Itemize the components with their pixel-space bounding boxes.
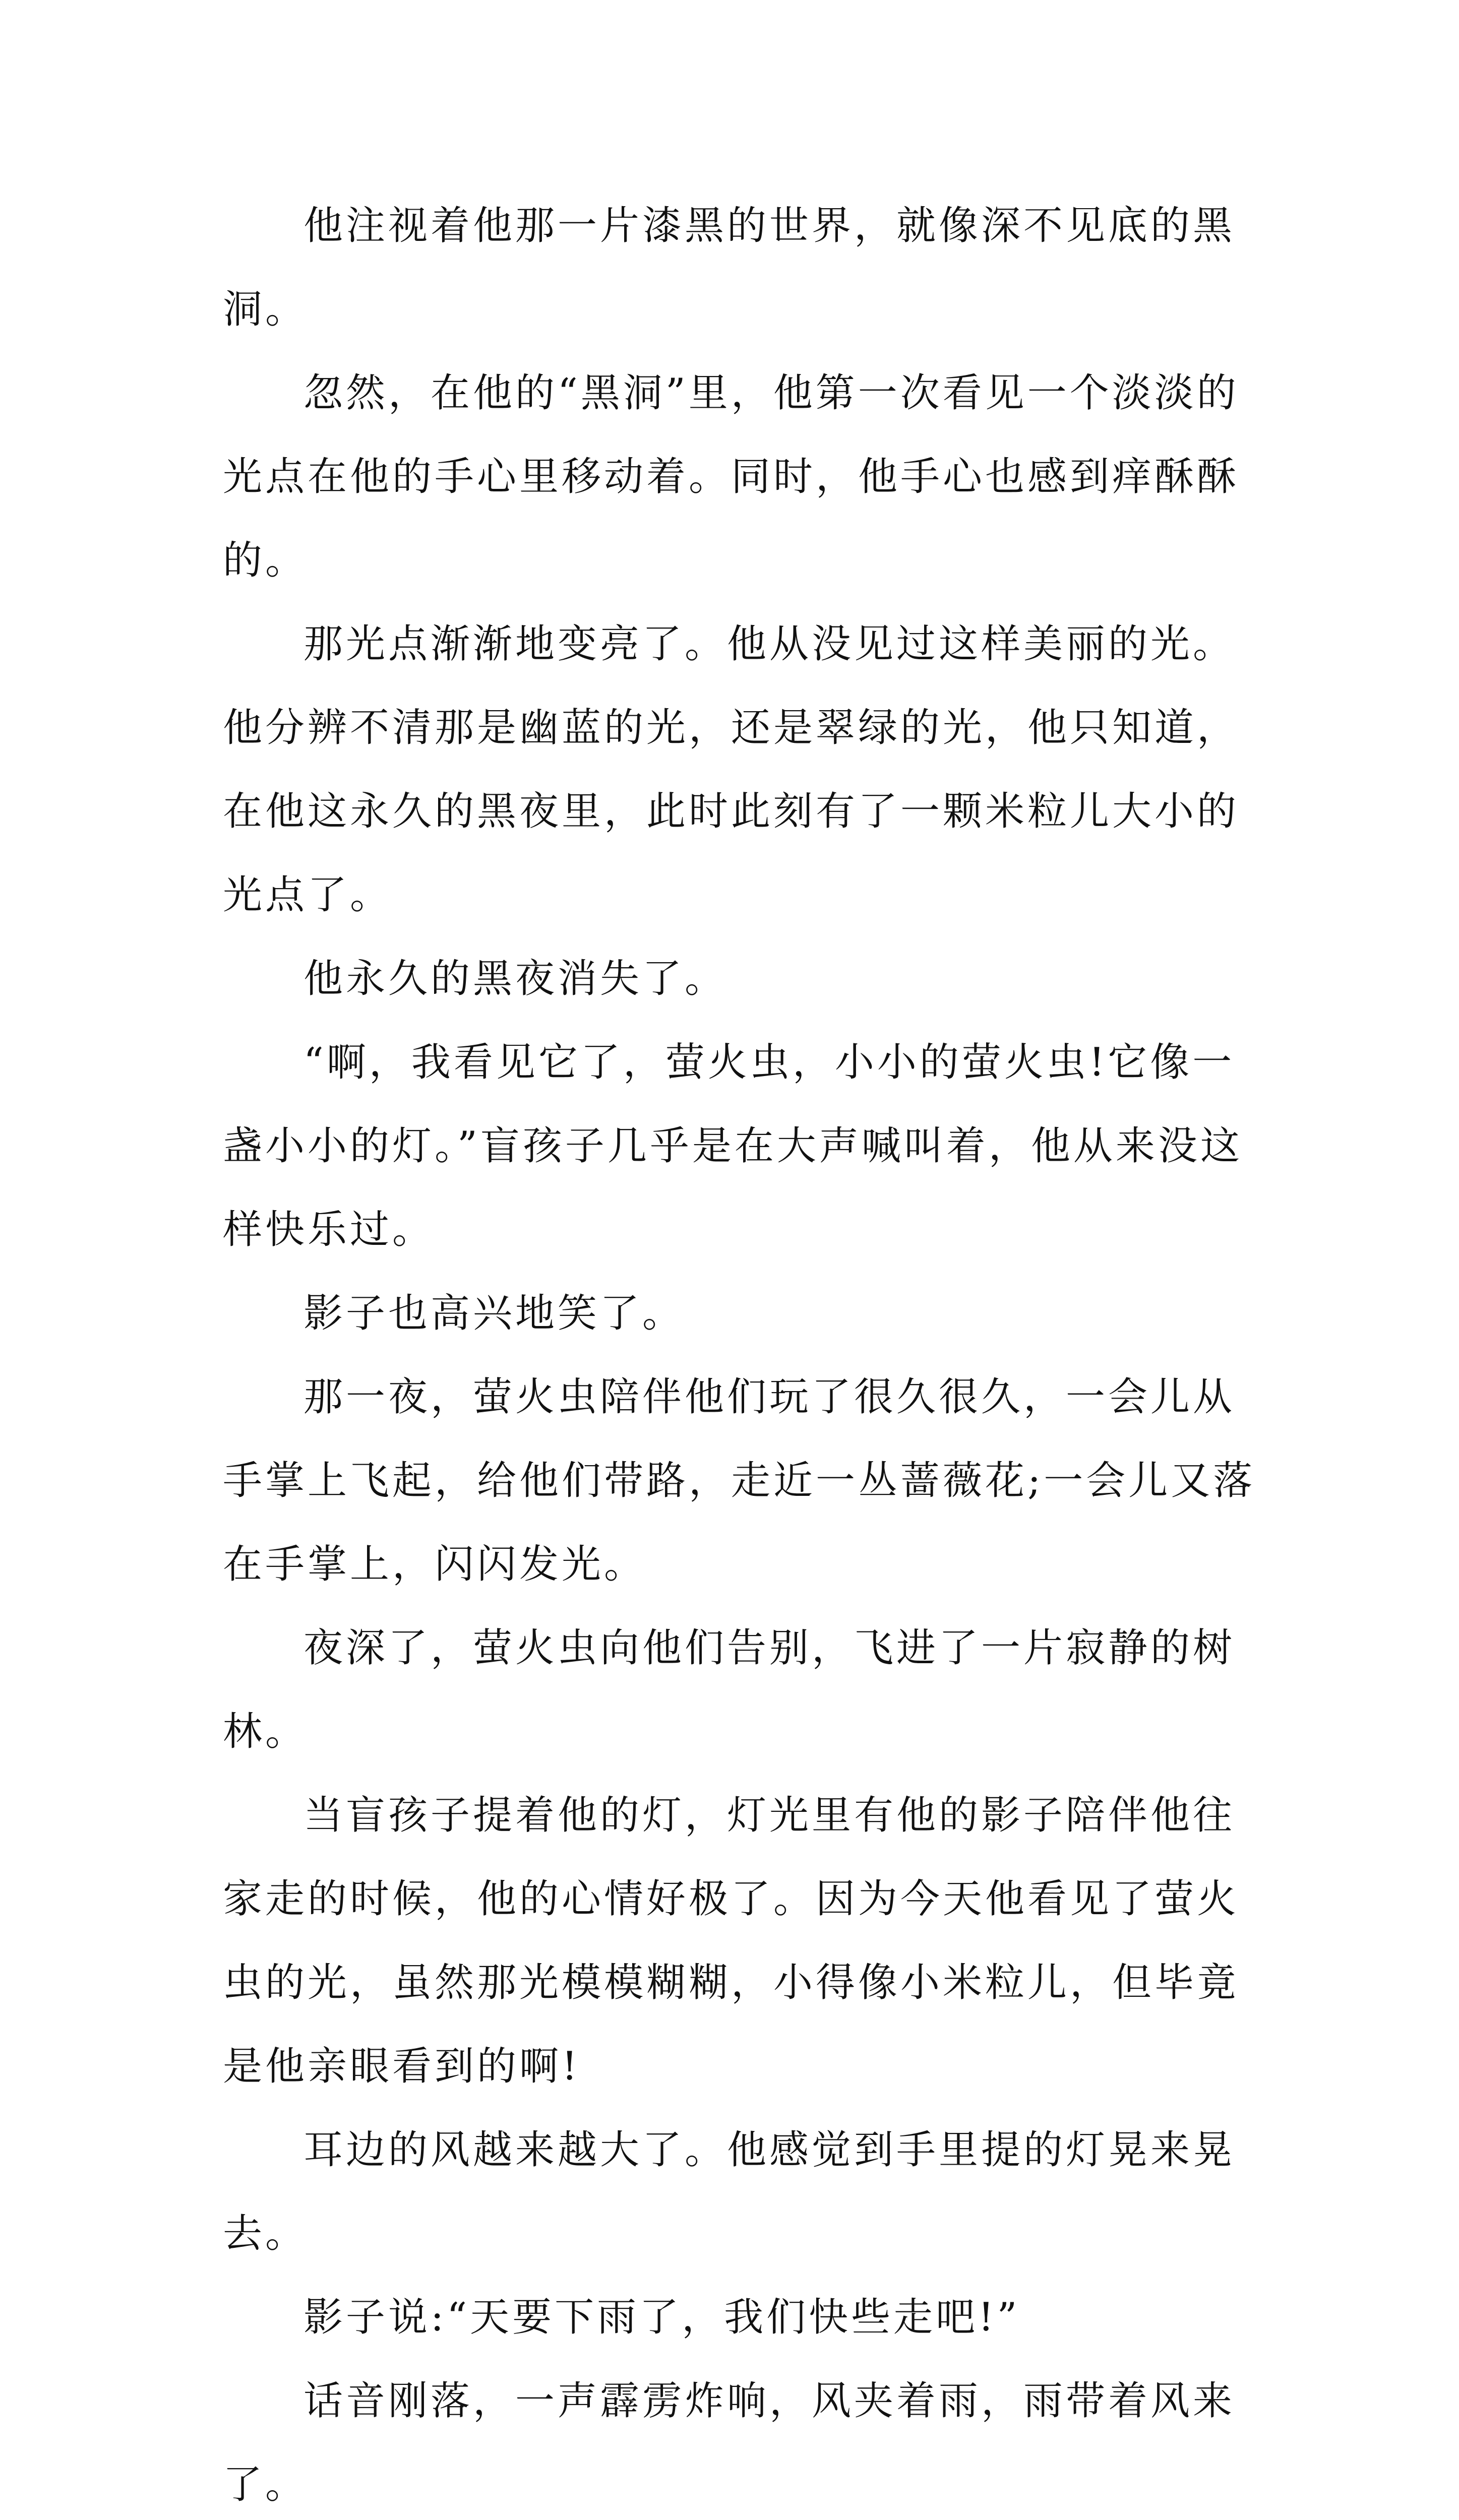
paragraph-8: 夜深了，萤火虫向他们告别，飞进了一片寂静的树林。 [223, 1625, 1236, 1754]
story-text [223, 184, 1271, 2520]
paragraph-6: 影子也高兴地笑了。 [303, 1291, 685, 1336]
paragraph-9: 当盲孩子提着他的灯，灯光里有他的影子陪伴他往家走的时候，他的心情好极了。因为今天他看见了萤火虫的光，虽然那光模模糊糊，小得像小米粒儿，但毕竟是他亲眼看到的啊! [223, 1793, 1240, 2089]
paragraph-11: 影子说:“天要下雨了，我们快些走吧!” [303, 2295, 1020, 2340]
paragraph-1: 他注视着他那一片漆黑的世界，就像深不见底的黑洞。 [223, 203, 1236, 332]
paragraph-4: 他永久的黑夜消失了。 [303, 956, 727, 1001]
paragraph-12: 话音刚落，一声霹雳炸响，风夹着雨，雨带着风来了。 [223, 2378, 1236, 2507]
paragraph-2: 忽然，在他的“黑洞”里，他第一次看见一个淡淡的光点在他的手心里移动着。同时，他手心也感到痒酥酥的。 [223, 370, 1240, 583]
paragraph-7: 那一夜，萤火虫陪伴他们玩了很久很久，一会儿从手掌上飞起，给他们带路，走近一丛蔷薇花;一会儿又落在手掌上，闪闪发光。 [223, 1374, 1256, 1587]
paragraph-10: 耳边的风越来越大了。他感觉到手里提的灯晃来晃去。 [223, 2127, 1236, 2256]
paragraph-3: 那光点渐渐地变亮了。他从没见过这样美丽的光。他分辨不清那是幽蓝的光，还是翠绿的光，他只知道，在他这永久的黑夜里，此时此刻有了一颗米粒儿大小的光点了。 [223, 621, 1240, 918]
paragraph-5: “啊，我看见它了，萤火虫，小小的萤火虫!它像一盏小小的灯。”盲孩子几乎是在大声喊叫着，他从来没这样快乐过。 [223, 1040, 1243, 1252]
